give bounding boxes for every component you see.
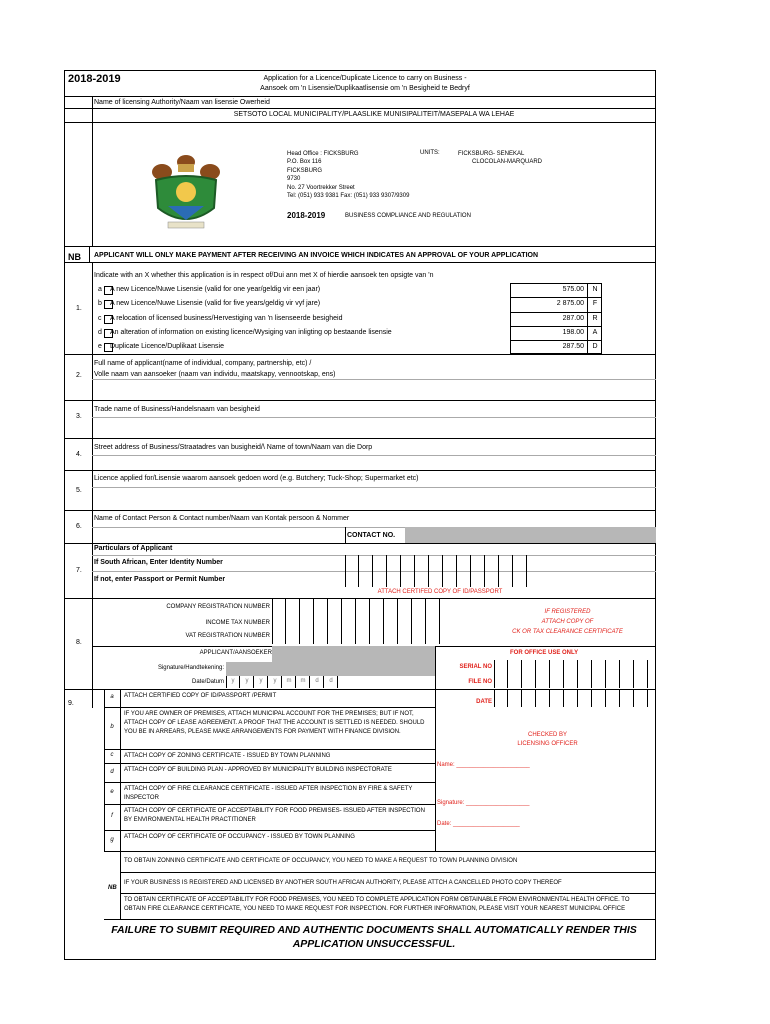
requirement-letter: f: [111, 813, 113, 819]
option-label: A relocation of licensed business/Hervestiging van 'n lisenseerde besigheid: [110, 315, 343, 322]
signature-field[interactable]: [226, 662, 435, 676]
section-5-label: Licence applied for/Lisensie waarom aansoek gedoen word (e.g. Butchery; Tuck-Shop; Supermarket etc): [94, 475, 419, 482]
file-no-label: FILE NO: [468, 679, 492, 685]
municipality-crest: [138, 150, 234, 234]
applicant-label: APPLICANT/AANSOEKER: [199, 650, 272, 656]
date-placeholder-letter: m: [286, 678, 292, 684]
requirement-letter: d: [110, 768, 114, 775]
option-fee: 2 875.00: [556, 300, 584, 307]
section-1-number: 1.: [76, 305, 82, 312]
requirement-text: ATTACH CERTIFIED COPY OF ID/PASSPORT /PERMIT: [124, 693, 277, 699]
requirement-letter: b: [110, 724, 114, 730]
officer-signature-line[interactable]: Signature: ___________________: [437, 800, 530, 806]
notes-nb-label: NB: [108, 885, 117, 891]
section-9-number: 9.: [68, 700, 74, 707]
section-6-label: Name of Contact Person & Contact number/Naam van Kontak persoon & Nommer: [94, 515, 350, 522]
vat-reg-label: VAT REGISTRATION NUMBER: [185, 633, 270, 639]
contact-no-label: CONTACT NO.: [347, 532, 396, 539]
date-placeholder-letter: y: [231, 678, 235, 684]
units-label: UNITS:: [420, 150, 440, 156]
authority-name: SETSOTO LOCAL MUNICIPALITY/PLAASLIKE MUNISIPALITEIT/MASEPALA WA LEHAE: [233, 111, 515, 118]
option-code: A: [592, 329, 598, 336]
note-zoning: TO OBTAIN ZONNING CERTIFICATE AND CERTIFICATE OF OCCUPANCY, YOU NEED TO MAKE A REQUEST TO TOWN PLANNING DIVISION: [124, 858, 518, 864]
applicant-field[interactable]: [272, 646, 435, 662]
section-7-number: 7.: [76, 567, 82, 574]
section-3-label: Trade name of Business/Handelsnaam van besigheid: [94, 406, 260, 413]
option-code: R: [592, 315, 598, 322]
option-letter: b: [98, 300, 102, 307]
signature-label: Signature/Handtekening:: [157, 665, 224, 671]
company-reg-label: COMPANY REGISTRATION NUMBER: [166, 604, 270, 610]
section-7-title: Particulars of Applicant: [94, 545, 173, 552]
date-placeholder-letter: y: [273, 678, 277, 684]
office-department: BUSINESS COMPLIANCE AND REGULATION: [345, 213, 471, 219]
income-tax-cells[interactable]: [272, 614, 440, 630]
section-5-number: 5.: [76, 487, 82, 494]
date-placeholder-letter: y: [245, 678, 249, 684]
section-4-label: Street address of Business/Straatadres van busigheid/\ Name of town/Naam van die Dorp: [94, 444, 373, 451]
requirement-text: ATTACH COPY OF ZONING CERTIFICATE - ISSUED BY TOWN PLANNING: [124, 753, 331, 759]
requirement-letter: c: [110, 752, 114, 758]
officer-date-line[interactable]: Date: ____________________: [437, 821, 520, 827]
passport-cells[interactable]: [345, 571, 527, 587]
sa-id-label: If South African, Enter Identity Number: [94, 559, 223, 566]
passport-label: If not, enter Passport or Permit Number: [94, 576, 226, 583]
date-placeholder-letter: d: [315, 678, 319, 684]
requirement-text: ATTACH COPY OF CERTIFICATE OF ACCEPTABILITY FOR FOOD PREMISES- ISSUED AFTER INSPECTION BY ENVIRONMENTAL HEALTH PRACTITIONER: [124, 808, 425, 823]
option-code: N: [592, 286, 598, 293]
option-code: F: [592, 300, 598, 307]
requirement-text: ATTACH COPY OF CERTIFICATE OF OCCUPANCY - ISSUED BY TOWN PLANNING: [124, 834, 355, 840]
requirement-letter: a: [110, 694, 114, 700]
form-year: 2018-2019: [68, 73, 121, 85]
date-label: Date/Datum: [191, 679, 224, 685]
option-letter: e: [98, 343, 102, 350]
section-2-label: Full name of applicant(name of individual, company, partnership, etc) / Volle naam van aansoeker (naam van individu, maatskapy, vennootskap, ens): [94, 360, 336, 378]
office-use-label: FOR OFFICE USE ONLY: [510, 650, 579, 656]
office-address: Head Office : FICKSBURG P.O. Box 116 FICKSBURG 9730 No. 27 Voortrekker Street Tel: (051) 933 9381 Fax: (051) 933 9307/9309: [287, 151, 410, 200]
officer-name-line[interactable]: Name: ______________________: [437, 762, 530, 768]
requirement-text: IF YOU ARE OWNER OF PREMISES, ATTACH MUNICIPAL ACCOUNT FOR THE PREMISES; BUT IF NOT, ATTACH COPY OF LEASE AGREEMENT. A PROOF THAT THE ACCOUNT IS SETTLED IS NEEDED. SHOULD YOU BE IN ARREARS, PLEASE MAKE ARRANGEMENTS FOR PAYMENT WITH FINANCE DIVISION.: [124, 711, 425, 735]
date-placeholder-letter: m: [300, 678, 306, 684]
vat-reg-cells[interactable]: [272, 630, 440, 644]
option-label: Duplicate Licence/Duplikaat Lisensie: [110, 343, 225, 350]
option-label: A new Licence/Nuwe Lisensie (valid for one year/geldig vir een jaar): [110, 286, 321, 293]
form-title: Application for a Licence/Duplicate Licence to carry on Business - Aansoek om 'n Lisensie/Duplikaatlisensie om 'n Besigheid te Bedryf: [260, 75, 470, 92]
date-placeholder-letter: y: [259, 678, 263, 684]
requirement-letter: e: [110, 789, 114, 795]
checked-by-label: CHECKED BY LICENSING OFFICER: [517, 732, 578, 747]
failure-warning: FAILURE TO SUBMIT REQUIRED AND AUTHENTIC DOCUMENTS SHALL AUTOMATICALLY RENDER THIS APPLICATION UNSUCCESSFUL.: [111, 924, 637, 950]
contact-no-field[interactable]: [405, 527, 656, 543]
office-year: 2018-2019: [287, 211, 326, 220]
date-office-cells[interactable]: [494, 689, 648, 707]
section-4-number: 4.: [76, 451, 82, 458]
option-fee: 287.50: [562, 343, 584, 350]
nb-label: NB: [68, 252, 81, 262]
sa-id-cells[interactable]: [345, 555, 527, 571]
file-no-cells[interactable]: [494, 674, 648, 688]
requirement-text: ATTACH COPY OF FIRE CLEARANCE CERTIFICATE - ISSUED AFTER INSPECTION BY FIRE & SAFETY INSPECTOR: [124, 786, 413, 801]
units-list: FICKSBURG- SENEKAL CLOCOLAN-MARQUARD: [458, 151, 543, 166]
requirement-letter: g: [110, 836, 114, 843]
option-label: A new Licence/Nuwe Lisensie (valid for five years/geldig vir vyf jare): [110, 300, 321, 307]
serial-no-label: SERIAL NO: [459, 664, 492, 670]
serial-no-cells[interactable]: [494, 660, 648, 674]
option-fee: 287.00: [562, 315, 584, 322]
crest-icon: [138, 150, 234, 234]
attach-id-note: ATTACH CERTIFED COPY OF ID/PASSPORT: [377, 589, 503, 595]
section-3-number: 3.: [76, 413, 82, 420]
registered-note: IF REGISTERED ATTACH COPY OF CK OR TAX CLEARANCE CERTIFICATE: [512, 609, 623, 635]
option-letter: d: [98, 329, 102, 336]
note-food-fire: TO OBTAIN CERTIFICATE OF ACCEPTABILITY FOR FOOD PREMISES, YOU NEED TO COMPLETE APPLICATION FORM OBTAINABLE FROM ENVIRONMENTAL HEALTH OFFICE. TO OBTAIN FIRE CLEARANCE CERTIFICATE, YOU NEED TO MAKE REQUEST FOR INSPECTION. FOR FURTHER INFORMATION, PLEASE VISIT YOUR NEAREST MUNICIPAL OFFICE: [124, 897, 630, 912]
income-tax-label: INCOME TAX NUMBER: [205, 620, 270, 626]
section-1-intro: Indicate with an X whether this application is in respect of/Dui ann met X of hierdie aansoek ten opsigte van 'n: [94, 272, 434, 279]
option-label: An alteration of information on existing licence/Wysiging van inligting op bestaande lisensie: [110, 329, 392, 336]
option-fee: 198.00: [562, 329, 584, 336]
date-placeholder-letter: d: [329, 678, 333, 684]
option-letter: c: [98, 315, 102, 322]
section-2-number: 2.: [76, 372, 82, 379]
option-code: D: [592, 343, 598, 350]
section-6-number: 6.: [76, 523, 82, 530]
note-other-authority: IF YOUR BUSINESS IS REGISTERED AND LICENSED BY ANOTHER SOUTH AFRICAN AUTHORITY, PLEASE ATTCH A CANCELLED PHOTO COPY THEREOF: [124, 880, 562, 886]
option-letter: a: [98, 286, 102, 293]
nb-payment-notice: APPLICANT WILL ONLY MAKE PAYMENT AFTER RECEIVING AN INVOICE WHICH INDICATES AN APPROVAL OF YOUR APPLICATION: [94, 252, 539, 259]
section-8-number: 8.: [76, 639, 82, 646]
option-fee: 575.00: [562, 286, 584, 293]
requirement-text: ATTACH COPY OF BUILDING PLAN - APPROVED BY MUNICIPALITY BUILDING INSPECTORATE: [124, 767, 392, 773]
company-reg-cells[interactable]: [272, 598, 440, 614]
authority-label: Name of licensing Authority/Naam van lisensie Owerheid: [94, 99, 270, 106]
date-office-label: DATE: [476, 699, 492, 705]
